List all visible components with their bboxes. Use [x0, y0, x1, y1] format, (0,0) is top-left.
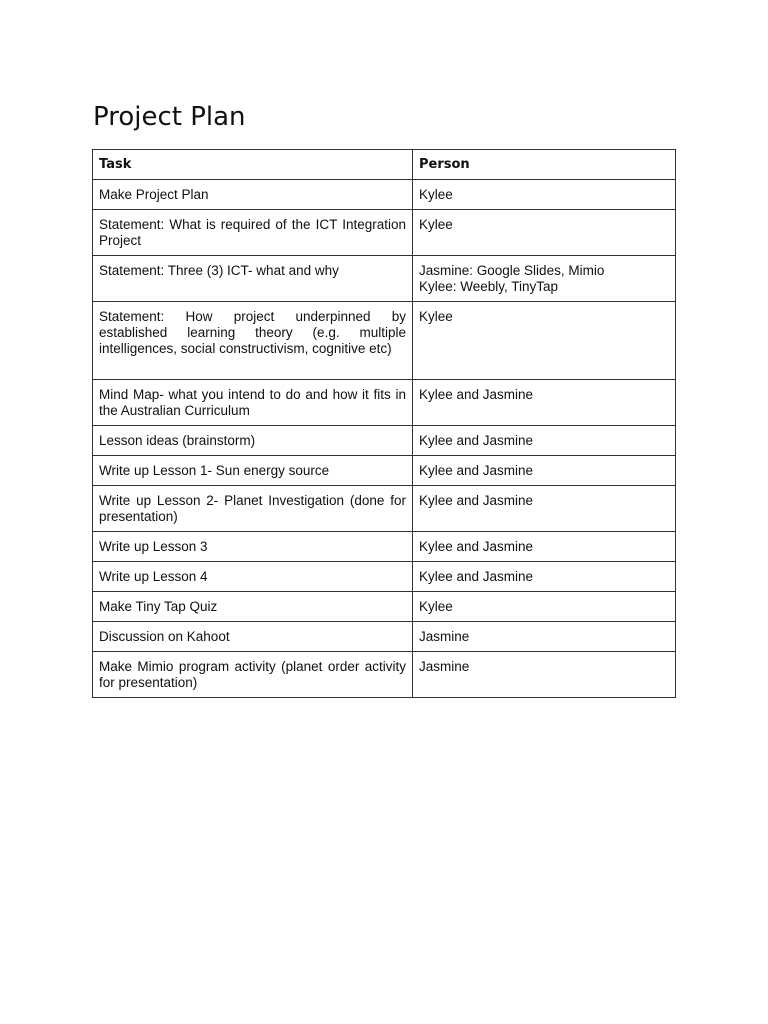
table-row	[93, 180, 676, 210]
person-cell	[413, 302, 676, 380]
table-row	[93, 456, 676, 486]
person-name: Kylee and Jasmine	[419, 493, 534, 508]
task-cell: Statement: How project underpinned by established learning theory (e.g. multiple intelligences, social constructivism, cognitive etc)	[93, 302, 413, 380]
task-cell: Make Mimio program activity (planet order activity for presentation)	[93, 652, 413, 698]
table-row	[93, 302, 676, 380]
person-name: Jasmine: Google Slides, Mimio	[419, 263, 605, 278]
column-header-person: Person	[413, 150, 676, 180]
task-cell: Write up Lesson 1- Sun energy source	[93, 456, 413, 486]
column-header-task: Task	[93, 150, 413, 180]
page-title: Project Plan	[93, 102, 246, 132]
table-row	[93, 256, 676, 302]
person-name: Kylee and Jasmine	[419, 387, 534, 402]
task-cell: Write up Lesson 3	[93, 532, 413, 562]
person-name: Kylee	[419, 217, 453, 232]
task-cell: Make Tiny Tap Quiz	[93, 592, 413, 622]
person-cell	[413, 456, 676, 486]
table-body	[93, 180, 676, 698]
table-header-row	[93, 150, 676, 180]
task-cell: Statement: Three (3) ICT- what and why	[93, 256, 413, 302]
task-cell: Write up Lesson 4	[93, 562, 413, 592]
table-row	[93, 562, 676, 592]
person-cell	[413, 622, 676, 652]
task-cell: Make Project Plan	[93, 180, 413, 210]
task-cell: Mind Map- what you intend to do and how it fits in the Australian Curriculum	[93, 380, 413, 426]
person-cell	[413, 426, 676, 456]
table-row	[93, 486, 676, 532]
table-row	[93, 622, 676, 652]
table-row	[93, 652, 676, 698]
person-name: Kylee and Jasmine	[419, 463, 534, 478]
person-cell	[413, 380, 676, 426]
table-row	[93, 426, 676, 456]
task-cell: Statement: What is required of the ICT Integration Project	[93, 210, 413, 256]
person-name: Kylee	[419, 599, 453, 614]
person-name: Kylee	[419, 187, 453, 202]
person-cell	[413, 256, 676, 302]
task-cell: Discussion on Kahoot	[93, 622, 413, 652]
person-name: Jasmine	[419, 659, 470, 674]
person-cell	[413, 210, 676, 256]
task-cell: Lesson ideas (brainstorm)	[93, 426, 413, 456]
person-name: Kylee and Jasmine	[419, 539, 534, 554]
person-name: Kylee and Jasmine	[419, 433, 534, 448]
person-name: Kylee	[419, 309, 453, 324]
person-cell	[413, 652, 676, 698]
task-cell: Write up Lesson 2- Planet Investigation (done for presentation)	[93, 486, 413, 532]
person-cell	[413, 486, 676, 532]
project-plan-table	[92, 149, 676, 698]
table-row	[93, 380, 676, 426]
person-cell	[413, 592, 676, 622]
person-name: Kylee and Jasmine	[419, 569, 534, 584]
person-cell	[413, 562, 676, 592]
person-cell	[413, 180, 676, 210]
table-row	[93, 532, 676, 562]
table-row	[93, 592, 676, 622]
table-row	[93, 210, 676, 256]
person-cell	[413, 532, 676, 562]
person-name: Kylee: Weebly, TinyTap	[419, 279, 559, 294]
person-name: Jasmine	[419, 629, 470, 644]
